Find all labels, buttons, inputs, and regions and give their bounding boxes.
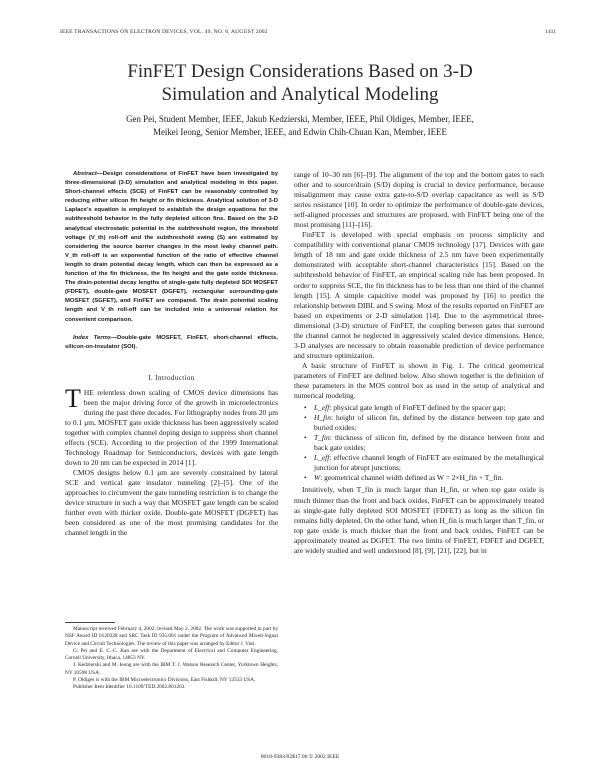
intro-paragraph-5: A basic structure of FinFET is shown in Fig. 1. The critical geometrical parameters of FinFET are defined below. Also shown together is the definition of these parameters in the MOS control box as used in the setup of analytical and numerical modeling.	[294, 360, 544, 401]
left-column	[65, 170, 278, 538]
section-heading-introduction: I. Introduction	[148, 373, 195, 382]
parameter-list	[294, 403, 544, 483]
parameter-description: : effective channel length of FinFET are estimated by the metallurgical junction for abrupt junctions;	[314, 453, 544, 473]
abstract-text: Design considerations of FinFET have been investigated by three-dimensional (3-D) simulation and analytical modeling in this paper. Short-channel effects (SCE) of FinFET can be reasonably controlled by reducing either silicon fin height or fin thickness. Analytical solution of 3-D Laplace’s equation is employed to establish the design equations for the subthreshold behavior in the fully depleted silicon fins. Based on the 3-D analytical electrostatic potential in the subthreshold region, the threshold voltage (V_th) roll-off and the subthreshold swing (S) are estimated by considering the source barrier changes in the most leaky channel path. V_th roll-off is an exponential function of the ratio of effective channel length to drain potential decay length, which can then be expressed as a function of the fin thickness, the fin height and the gate oxide thickness. The drain-potential decay lengths of single-gate fully depleted SOI MOSFET (FDFET), double-gate MOSFET (DGFET), rectangular surrounding-gate MOSFET (SGFET), and FinFET are compared. The drain potential scaling length and V_th roll-off can be included into a universal relation for convenient comparison.	[65, 171, 278, 323]
drop-cap: T	[65, 383, 81, 413]
paper-title	[30, 60, 570, 106]
parameter-description: : height of silicon fin, defined by the distance between top gate and buried oxides;	[314, 413, 544, 433]
footnote-manuscript: Manuscript received February 4, 2002; revised May 2, 2002. The work was supported in part by NSF Award ID 0120328 and SRC Task ID 935.001 under the Program of Advanced Mixed-Signal Device and Circuit Technologies. The review of this paper was arranged by Editor J. Vasi.	[65, 626, 278, 647]
footnote-affiliation-ibm-watson: J. Kedzierski and M. Ieong are with the IBM T. J. Watson Research Center, Yorktown Heights, NY 10598 USA.	[65, 662, 278, 676]
parameter-symbol: T_fin	[314, 433, 330, 443]
title-line-2: Simulation and Analytical Modeling	[161, 84, 439, 105]
right-column	[294, 170, 544, 556]
authors-line-1: Gen Pei, Student Member, IEEE, Jakub Kedzierski, Member, IEEE, Phil Oldiges, Member, IEEE,	[126, 114, 474, 124]
parameter-item: • L_eff: physical gate length of FinFET defined by the spacer gap;	[304, 403, 506, 413]
parameter-symbol: L_eff	[314, 453, 330, 463]
authors-line-2: Meikei Ieong, Senior Member, IEEE, and Edwin Chih-Chuan Kan, Member, IEEE	[153, 127, 447, 137]
page-number: 1411	[545, 29, 556, 35]
running-header: IEEE TRANSACTIONS ON ELECTRON DEVICES, VOL. 49, NO. 8, AUGUST 2002	[60, 29, 268, 35]
parameter-symbol: L_eff	[314, 403, 330, 413]
abstract-label: Abstract—	[73, 171, 103, 177]
parameter-item: • L_eff: effective channel length of FinFET are estimated by the metallurgical junction for abrupt junctions;	[304, 453, 544, 473]
parameter-description: : physical gate length of FinFET defined by the spacer gap;	[329, 403, 506, 413]
parameter-item: • T_fin: thickness of silicon fin, defined by the distance between front and back gate oxides;	[304, 433, 544, 453]
footnote-publisher-id: Publisher Item Identifier 10.1109/TED.2002.801263.	[73, 684, 186, 691]
title-line-1: FinFET Design Considerations Based on 3-D	[127, 61, 473, 82]
parameter-description: : geometrical channel width defined as W = 2×H_fin + T_fin.	[320, 473, 504, 483]
intro-paragraph-4: FinFET is developed with special emphasis on process simplicity and compatibility with conventional planar CMOS technology [17]. Devices with gate length of 18 nm and gate oxide thickness of 2.5 nm have been experimentally demonstrated with acceptable short-channel characteristics [15]. Based on the subthreshold behavior of FinFET, an empirical scaling rule has been proposed. In order to suppress SCE, the fin thickness has to be less than one third of the channel length [15]. A simple capacitive model was proposed by [16] to predict the relationship between DIBL and S swing. Most of the results reported on FinFET are based on experiments or 2-D simulation [14]. Due to the asymmetrical three-dimensional (3-D) structure of FinFET, the coupling between gates that surround the channel cannot be neglected in aggressively scaled device dimensions. Hence, 3-D analyses are necessary to obtain reasonable prediction of device performance and structure optimization.	[294, 230, 544, 360]
parameter-symbol: W	[314, 473, 321, 483]
intro-paragraph-2: CMOS designs below 0.1 μm are severely constrained by lateral SCE and vertical gate insulator tunneling [2]–[5]. One of the approaches to circumvent the gate tunneling restriction is to change the device structure in such a way that MOSFET gate length can be scaled further even with thicker oxide. Double-gate MOSFET (DGFET) has been considered as one of the most promising candidates for the channel length in the	[65, 468, 278, 538]
intro-paragraph-3: range of 10–30 nm [6]–[9]. The alignment of the top and the bottom gates to each other and to source/drain (S/D) doping is crucial to device performance, because misalignment may cause extra gate-to-S/D overlap capacitance as well as S/D series resistance [10]. In order to optimize the performance of double-gate devices, self-aligned processes and structures are proposed, with FinFET being one of the most promising [11]–[16].	[294, 170, 544, 230]
footnote-affiliation-ibm-micro: P. Oldiges is with the IBM Microelectronics Divisions, East Fishkill, NY 12533 USA.	[73, 677, 256, 684]
author-list	[60, 113, 540, 139]
intro-paragraph-1-text: HE relentless down scaling of CMOS device dimensions has been the major driving force of the growth in microelectronics during the past three decades. For lithography nodes from 20 μm to 0.1 μm, MOSFET gate oxide thickness has been aggressively scaled together with complex channel doping design to suppress short channel effects (SCE). According to the projection of the 1999 International Technology Roadmap for Semiconductors, devices with gate length down to 20 nm can be expected in 2014 [1].	[65, 387, 278, 468]
parameter-item: • W: geometrical channel width defined as W = 2×H_fin + T_fin.	[304, 473, 504, 483]
parameter-symbol: H_fin	[314, 413, 331, 423]
index-terms	[65, 334, 278, 352]
parameter-item: • H_fin: height of silicon fin, defined by the distance between top gate and buried oxides;	[304, 413, 544, 433]
index-terms-label: Index Terms—	[73, 334, 117, 341]
footnote-divider	[65, 622, 115, 623]
index-terms-text: Double-gate MOSFET, FinFET, short-channel effects, silicon-on-insulator (SOI).	[65, 334, 279, 350]
copyright-footer: 0018-9383/02$17.00 © 2002 IEEE	[260, 754, 340, 760]
parameter-description: : thickness of silicon fin, defined by the distance between front and back gate oxides;	[314, 433, 544, 453]
abstract	[65, 170, 278, 325]
footnotes	[65, 626, 278, 692]
intro-paragraph-1	[65, 383, 278, 468]
intro-paragraph-6: Intuitively, when T_fin is much larger than H_fin, or when top gate oxide is much thinner than the front and back oxides, FinFET can be approximately treated as single-gate fully depleted SOI MOSFET (FDFET) as long as the silicon fin remains fully depleted. On the other hand, when H_fin is much larger than T_fin, or top gate oxide is much thicker than the front and back oxides, FinFET can be approximately treated as DGFET. The two limits of FinFET, FDFET and DGFET, are widely studied and well understood [8], [9], [21], [22], but in	[294, 485, 544, 555]
footnote-affiliation-cornell: G. Pei and E. C.-C. Kan are with the Department of Electrical and Computer Engineering, Cornell University, Ithaca, 14853 NY.	[65, 647, 278, 662]
